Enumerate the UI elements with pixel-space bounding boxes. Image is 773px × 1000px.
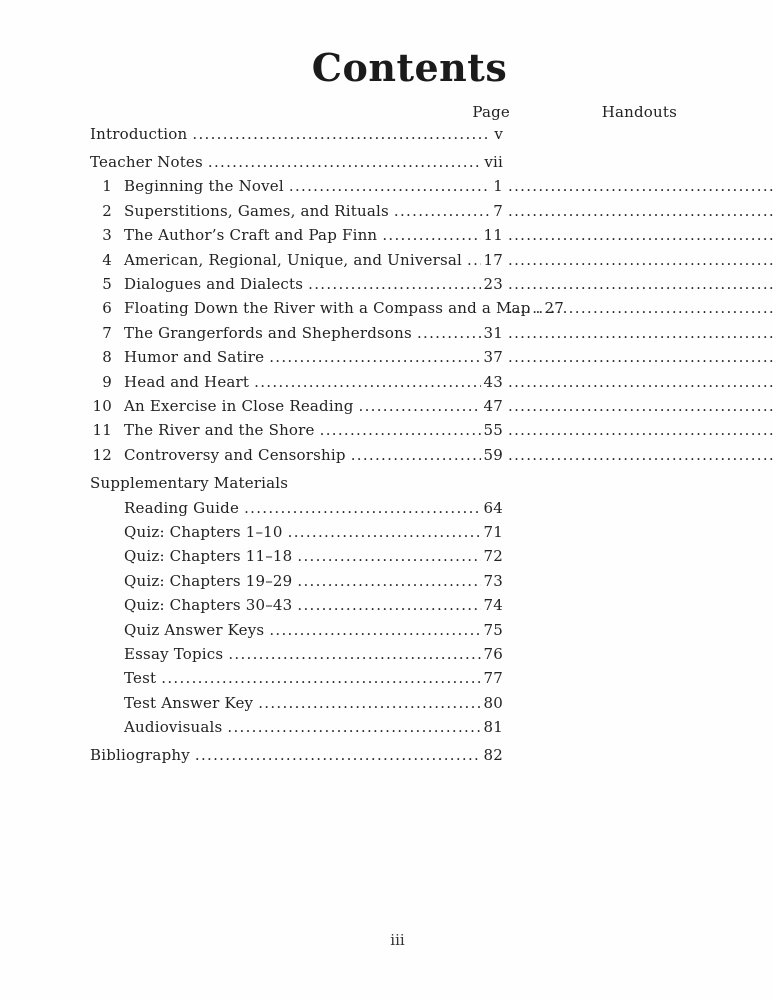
- toc-entry-supplementary: [90, 496, 677, 520]
- column-header-row: [90, 102, 677, 122]
- toc-entry-supplementary: [90, 691, 677, 715]
- toc-entry-left: [90, 496, 503, 520]
- entry-page-number: vii: [484, 153, 503, 172]
- entry-label: Bibliography: [90, 746, 190, 765]
- entry-number: 4: [102, 250, 112, 269]
- entry-page-number: 1: [493, 177, 503, 196]
- entry-label: Teacher Notes: [90, 153, 203, 172]
- page-title: Contents: [311, 45, 508, 90]
- toc-entry-chapter: [90, 296, 677, 320]
- dot-leader: [508, 443, 773, 467]
- dot-leader: [195, 743, 481, 767]
- entry-page-number: 47: [483, 396, 503, 415]
- entry-number: 10: [92, 396, 112, 415]
- dot-leader: [227, 715, 480, 739]
- entry-page-number: 43: [483, 372, 503, 391]
- toc-entry-supplementary: [90, 520, 677, 544]
- dot-leader: [508, 394, 773, 418]
- dot-leader: [508, 345, 773, 369]
- toc-entry-chapter: [90, 223, 677, 247]
- toc-entry-chapter: [90, 248, 677, 272]
- entry-label: The River and the Shore: [124, 421, 315, 440]
- entry-page-number: 55: [483, 421, 503, 440]
- toc-entry-left: [90, 150, 503, 174]
- toc-entry-chapter: [90, 394, 677, 418]
- entry-number: 1: [102, 177, 112, 196]
- dot-leader: [161, 666, 480, 690]
- toc-entry-left: [90, 520, 503, 544]
- entry-page-number: 73: [483, 571, 503, 590]
- dot-leader: [308, 272, 480, 296]
- toc-entry-chapter: [90, 370, 677, 394]
- toc-entry-supplementary: [90, 618, 677, 642]
- entry-label: Essay Topics: [124, 644, 224, 663]
- entry-label: Test: [124, 669, 157, 688]
- toc-entry-right: [503, 174, 773, 198]
- toc-entry-supplementary: [90, 666, 677, 690]
- toc-entry-left: [90, 174, 503, 198]
- toc-entry-left: [90, 544, 503, 568]
- entry-page-number: 7: [493, 201, 503, 220]
- dot-leader: [351, 443, 481, 467]
- dot-leader: [297, 593, 480, 617]
- entry-page-number: 17: [483, 250, 503, 269]
- entry-label: An Exercise in Close Reading: [124, 396, 354, 415]
- entry-number: 8: [102, 348, 112, 367]
- toc-entry-chapter: [90, 272, 677, 296]
- toc-entry-chapter: [90, 321, 677, 345]
- toc-entry-supplementary: [90, 593, 677, 617]
- entry-page-number: 72: [483, 547, 503, 566]
- entry-label: Humor and Satire: [124, 348, 265, 367]
- dot-leader: [320, 418, 481, 442]
- page-number-footer: iii: [390, 931, 405, 949]
- entry-label: Quiz: Chapters 30–43: [124, 596, 293, 615]
- entry-page-number: 59: [483, 445, 503, 464]
- entry-label: Supplementary Materials: [90, 474, 289, 493]
- dot-leader: [382, 223, 480, 247]
- toc-entry-left: [90, 618, 503, 642]
- dot-leader: [269, 618, 480, 642]
- toc-entry-left: [90, 691, 503, 715]
- dot-leader: [258, 691, 480, 715]
- entry-page-number: 11: [483, 226, 503, 245]
- entry-number: 3: [102, 226, 112, 245]
- toc-entry-right: [503, 370, 773, 394]
- dot-leader: [508, 248, 773, 272]
- dot-leader: [508, 223, 773, 247]
- entry-number: 2: [102, 201, 112, 220]
- toc-entry-left: [90, 122, 503, 146]
- toc-entry-left: [90, 345, 503, 369]
- dot-leader: [508, 370, 773, 394]
- dot-leader: [269, 345, 480, 369]
- dot-leader: [244, 496, 480, 520]
- toc-entry-left: [90, 715, 503, 739]
- page-column-header-cell: [90, 102, 510, 122]
- entry-label: The Grangerfords and Shepherdsons: [124, 323, 412, 342]
- toc-entry-left: [90, 593, 503, 617]
- entry-page-number: 80: [483, 693, 503, 712]
- entry-label: Quiz: Chapters 11–18: [124, 547, 293, 566]
- dot-leader: [228, 642, 480, 666]
- toc-entry-left: [90, 199, 503, 223]
- entry-page-number: 77: [483, 669, 503, 688]
- toc-entry-right: [503, 248, 773, 272]
- toc-entry-front-matter: [90, 150, 677, 174]
- entry-page-number: 23: [483, 275, 503, 294]
- entry-page-number: 75: [483, 620, 503, 639]
- dot-leader: [254, 370, 480, 394]
- dot-leader: [508, 321, 773, 345]
- page-column-header: Page: [472, 102, 510, 121]
- toc-entry-chapter: [90, 345, 677, 369]
- entry-label: American, Regional, Unique, and Universal: [124, 250, 462, 269]
- toc-entry-supplementary: [90, 715, 677, 739]
- dot-leader: [508, 296, 773, 320]
- dot-leader: [394, 199, 490, 223]
- dot-leader: [508, 199, 773, 223]
- entry-page-number: 37: [483, 348, 503, 367]
- toc-entry-left: [90, 642, 503, 666]
- entry-number: 12: [92, 445, 112, 464]
- entry-label: Quiz: Chapters 19–29: [124, 571, 293, 590]
- entry-number: 6: [102, 299, 112, 318]
- section-heading-supplementary: [90, 471, 677, 495]
- entry-label: Quiz Answer Keys: [124, 620, 265, 639]
- entry-label: Floating Down the River with a Compass and a Map: [124, 299, 531, 318]
- toc-entry-left: [90, 223, 503, 247]
- entry-label: The Author’s Craft and Pap Finn: [124, 226, 378, 245]
- toc-entry-right: [503, 394, 773, 418]
- entry-number: 7: [102, 323, 112, 342]
- entry-number: 5: [102, 275, 112, 294]
- entry-page-number: 31: [483, 323, 503, 342]
- entry-page-number: 74: [483, 596, 503, 615]
- toc-entry-right: [503, 199, 773, 223]
- toc-entry-chapter: [90, 199, 677, 223]
- entry-page-number: 27: [544, 299, 565, 318]
- toc-entry-left: [90, 248, 503, 272]
- handouts-column-header-cell: [503, 102, 677, 122]
- entry-label: Controversy and Censorship: [124, 445, 346, 464]
- toc-entry-supplementary: [90, 642, 677, 666]
- toc-entry-left: [90, 666, 503, 690]
- toc-entry-left: [90, 272, 503, 296]
- entry-label: Dialogues and Dialects: [124, 275, 304, 294]
- entry-page-number: 82: [483, 746, 503, 765]
- entry-page-number: v: [494, 124, 503, 143]
- entry-page-number: 81: [483, 718, 503, 737]
- dot-leader: [208, 150, 481, 174]
- toc-rows: [90, 122, 677, 768]
- entry-page-number: 64: [483, 498, 503, 517]
- toc-entry-supplementary: [90, 569, 677, 593]
- toc-entry-left: [90, 443, 503, 467]
- toc-entry-left: [90, 321, 503, 345]
- toc-entry-left: [90, 296, 565, 320]
- toc-entry-left: [90, 394, 503, 418]
- entry-page-number: 76: [483, 644, 503, 663]
- toc-entry-right: [503, 223, 773, 247]
- toc-entry-right: [503, 345, 773, 369]
- entry-page-number: 71: [483, 522, 503, 541]
- dot-leader: [288, 520, 481, 544]
- dot-leader: [508, 174, 773, 198]
- handouts-column-header: Handouts: [601, 102, 677, 121]
- entry-number: 11: [92, 421, 112, 440]
- toc-entry-left: [90, 370, 503, 394]
- toc-entry-supplementary: [90, 544, 677, 568]
- dot-leader: [297, 544, 480, 568]
- entry-label: Reading Guide: [124, 498, 240, 517]
- dot-leader: [467, 248, 481, 272]
- entry-label: Quiz: Chapters 1–10: [124, 522, 283, 541]
- entry-label: Introduction: [90, 124, 188, 143]
- dot-leader: [359, 394, 481, 418]
- entry-number: 9: [102, 372, 112, 391]
- toc-entry-left: [90, 418, 503, 442]
- dot-leader: [508, 418, 773, 442]
- dot-leader: [417, 321, 481, 345]
- toc-entry-chapter: [90, 174, 677, 198]
- entry-label: Head and Heart: [124, 372, 250, 391]
- toc-entry-right: [503, 321, 773, 345]
- dot-leader: [192, 122, 491, 146]
- toc-entry-right: [503, 443, 773, 467]
- entry-label: Superstitions, Games, and Rituals: [124, 201, 389, 220]
- entry-label: Audiovisuals: [124, 718, 223, 737]
- toc-entry-back-matter: [90, 743, 677, 767]
- toc-entry-chapter: [90, 443, 677, 467]
- table-of-contents: [90, 102, 677, 768]
- toc-entry-left: [90, 471, 503, 495]
- dot-leader: [289, 174, 490, 198]
- toc-entry-left: [90, 743, 503, 767]
- toc-entry-chapter: [90, 418, 677, 442]
- toc-entry-left: [90, 569, 503, 593]
- dot-leader: [508, 272, 773, 296]
- dot-leader: [297, 569, 480, 593]
- toc-entry-right: [503, 418, 773, 442]
- entry-label: Test Answer Key: [124, 693, 254, 712]
- toc-entry-right: [503, 272, 773, 296]
- toc-entry-front-matter: [90, 122, 677, 146]
- entry-label: Beginning the Novel: [124, 177, 284, 196]
- toc-entry-right: [503, 296, 773, 320]
